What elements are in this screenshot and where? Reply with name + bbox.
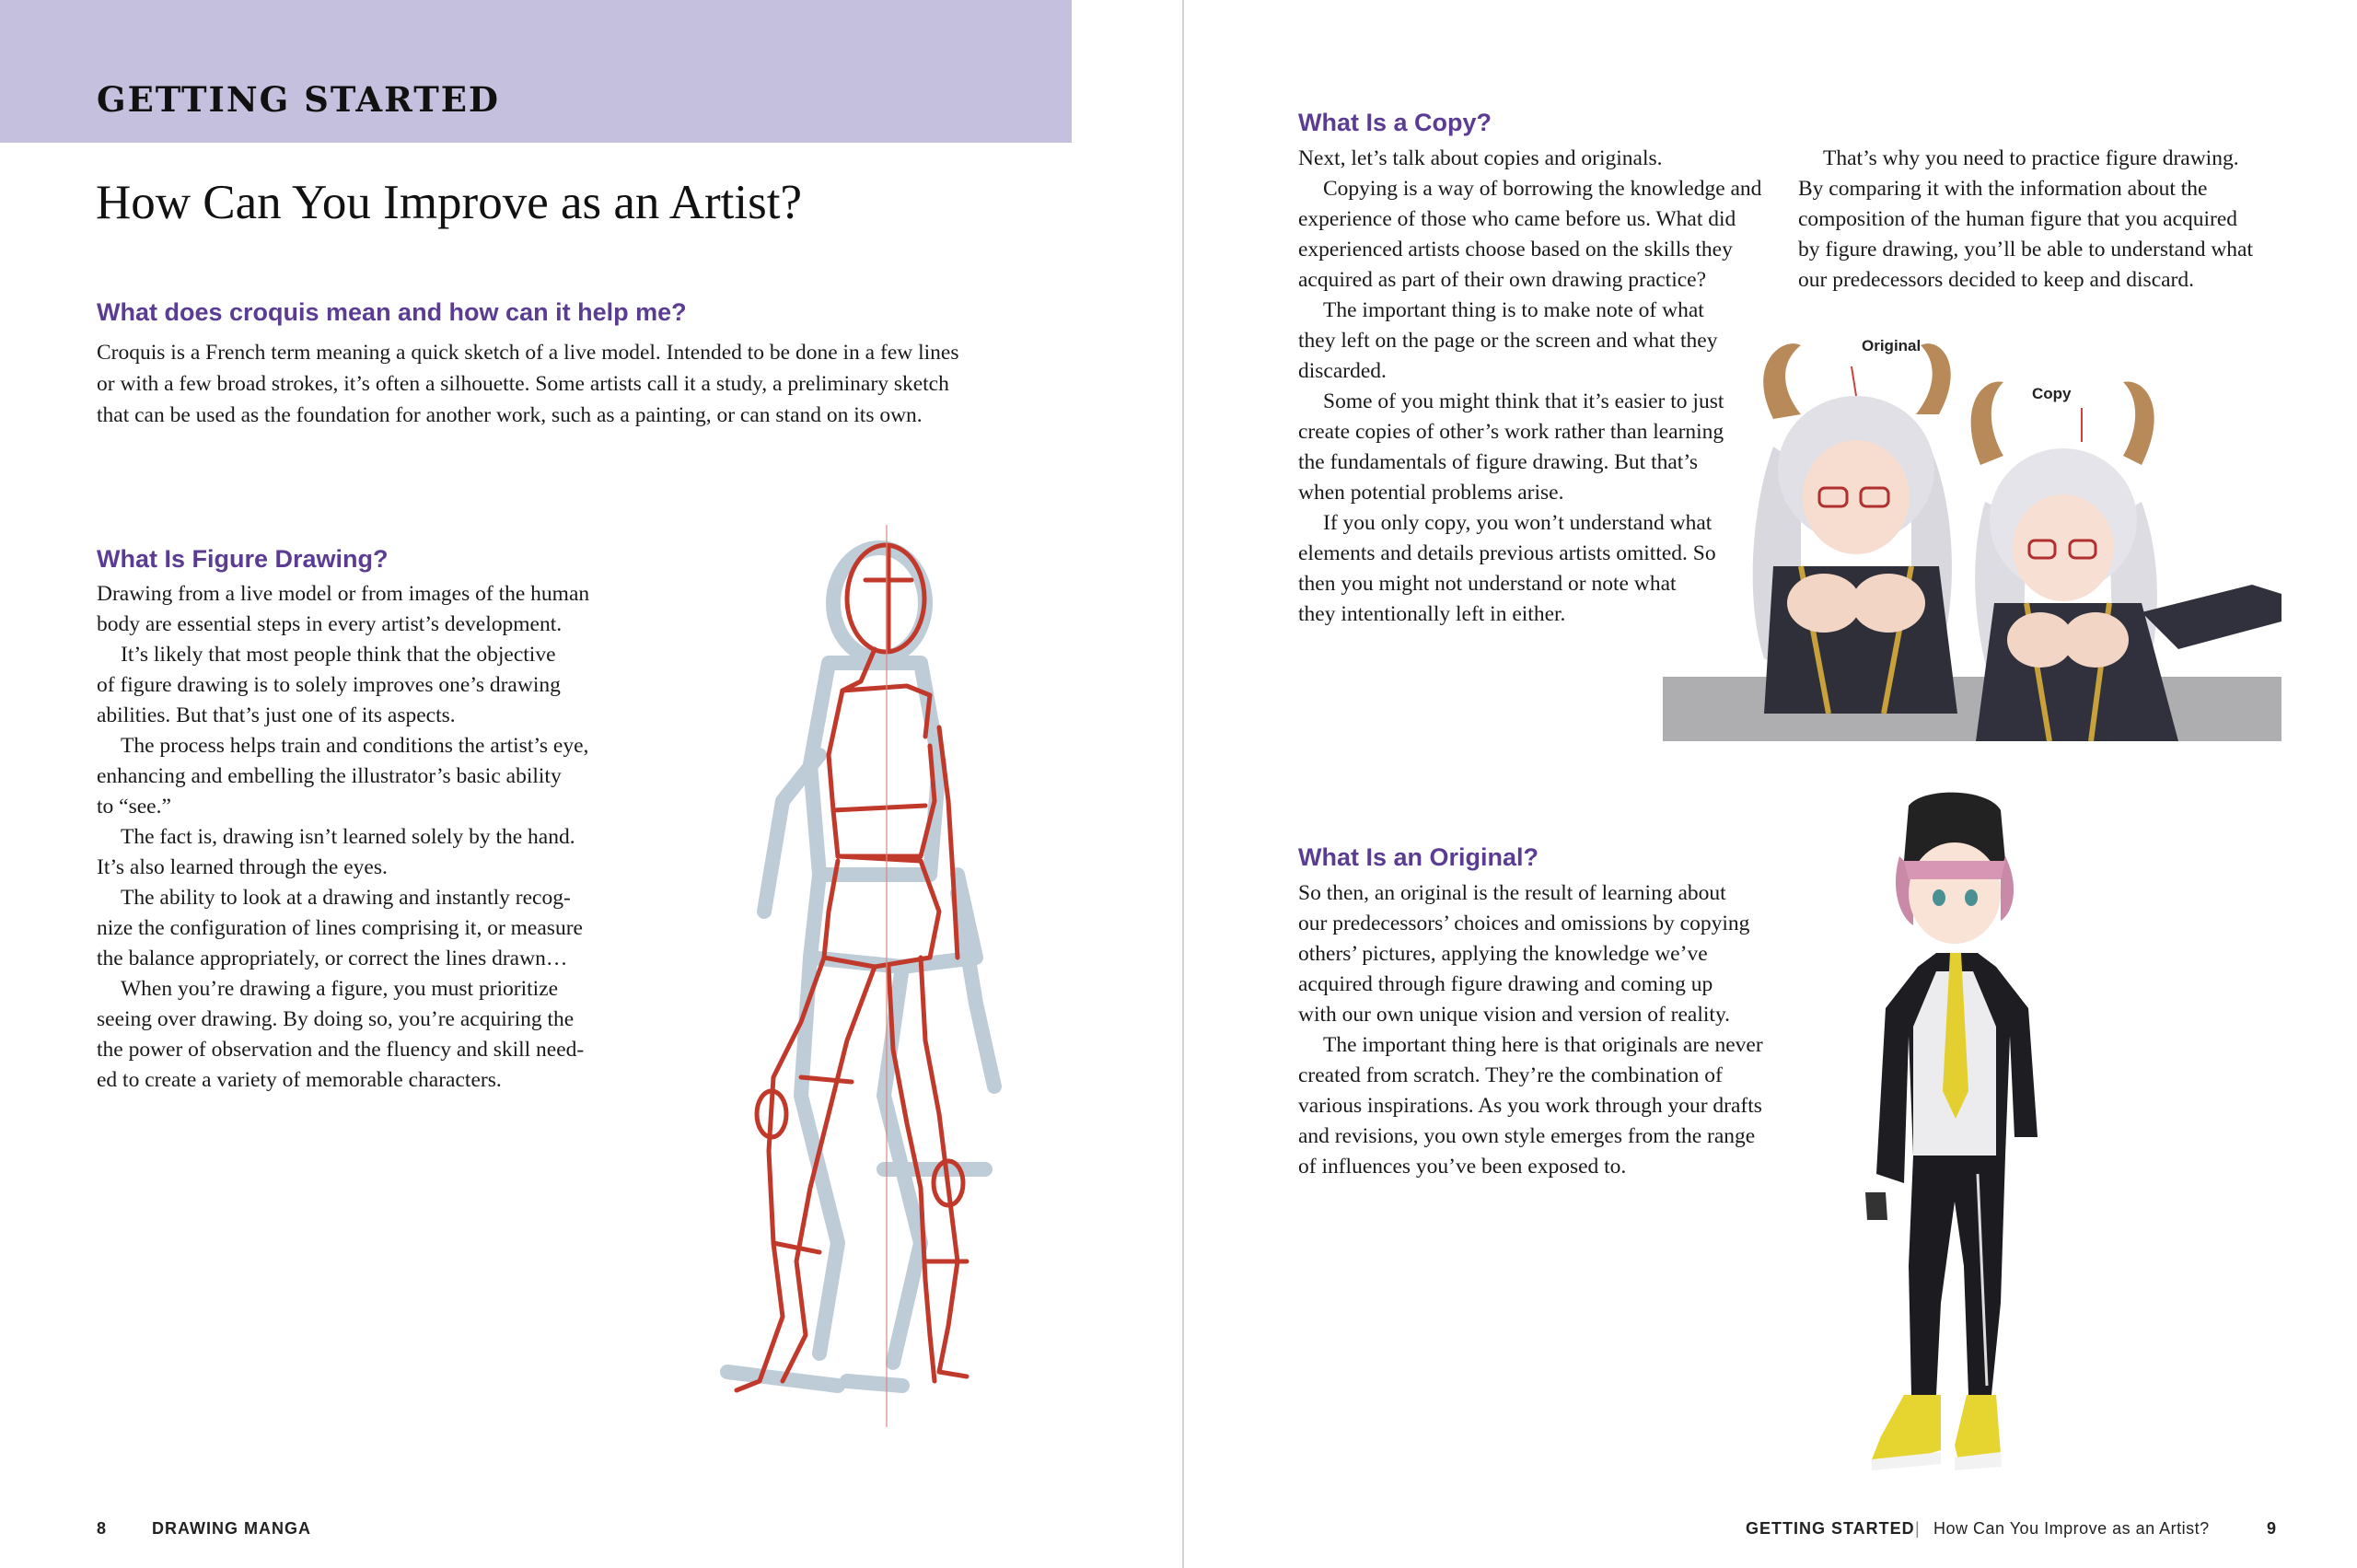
right-page: [1184, 0, 2357, 1568]
text-line: The fact is, drawing isn’t learned solely by the hand.: [121, 825, 575, 849]
text-line: of influences you’ve been exposed to.: [1298, 1155, 1627, 1179]
copy-comparison-illustration: [1663, 327, 2282, 741]
text-line: when potential problems arise.: [1298, 481, 1564, 505]
text-line: abilities. But that’s just one of its aspects.: [97, 703, 456, 727]
text-line: experienced artists choose based on the skills they: [1298, 238, 1733, 261]
text-line: of figure drawing is to solely improves one’s drawing: [97, 673, 561, 697]
page-number-right: 9: [2267, 1519, 2278, 1538]
copy-label: Copy: [2032, 385, 2072, 402]
text-line: It’s likely that most people think that the objective: [121, 643, 556, 667]
footer-separator: |: [1915, 1519, 1921, 1538]
figure-sketch-illustration: [672, 525, 1040, 1427]
original-character-illustration: [1849, 787, 2051, 1496]
text-line: others’ pictures, applying the knowledge we’ve: [1298, 942, 1708, 966]
text-line: acquired through figure drawing and coming up: [1298, 972, 1713, 996]
text-line: to “see.”: [97, 795, 171, 819]
footer-section: GETTING STARTED: [1746, 1519, 1915, 1538]
copy-heading: What Is a Copy?: [1298, 109, 1492, 136]
original-pointer: [1852, 366, 1856, 396]
text-line: It’s also learned through the eyes.: [97, 855, 388, 879]
text-line: The ability to look at a drawing and instantly recog-: [121, 886, 571, 910]
book-title-footer: DRAWING MANGA: [152, 1519, 311, 1538]
text-line: acquired as part of their own drawing practice?: [1298, 268, 1707, 292]
text-line: our predecessors decided to keep and discard.: [1798, 268, 2195, 292]
footer-chapter: How Can You Improve as an Artist?: [1933, 1519, 2210, 1538]
text-line: created from scratch. They’re the combination of: [1298, 1063, 1723, 1087]
text-line: The important thing here is that originals are never: [1323, 1033, 1763, 1057]
text-line: that can be used as the foundation for another work, such as a painting, or can stand on its own.: [97, 403, 923, 427]
text-line: seeing over drawing. By doing so, you’re acquiring the: [97, 1007, 575, 1031]
text-line: If you only copy, you won’t understand what: [1323, 511, 1713, 535]
text-line: by figure drawing, you’ll be able to understand what: [1798, 238, 2254, 261]
text-line: various inspirations. As you work through your drafts: [1298, 1094, 1762, 1118]
text-line: or with a few broad strokes, it’s often a silhouette. Some artists call it a study, a preliminary sketch: [97, 372, 949, 396]
text-line: the balance appropriately, or correct the lines drawn…: [97, 947, 568, 970]
text-line: Copying is a way of borrowing the knowledge and: [1323, 177, 1762, 201]
text-line: the power of observation and the fluency and skill need-: [97, 1038, 585, 1062]
croquis-heading: What does croquis mean and how can it help me?: [97, 298, 687, 326]
face: [1909, 842, 2001, 944]
text-line: then you might not understand or note what: [1298, 572, 1677, 596]
page-number-left: 8: [97, 1519, 108, 1538]
ground-shadow: [1663, 677, 2282, 741]
text-line: Some of you might think that it’s easier to just: [1323, 389, 1724, 413]
text-line: The process helps train and conditions the artist’s eye,: [121, 734, 589, 758]
text-line: When you’re drawing a figure, you must prioritize: [121, 977, 559, 1001]
pants: [1909, 1156, 2005, 1395]
text-line: nize the configuration of lines comprising it, or measure: [97, 916, 583, 940]
text-line: our predecessors’ choices and omissions by copying: [1298, 912, 1750, 935]
text-line: Croquis is a French term meaning a quick sketch of a live model. Intended to be done in a few lines: [97, 341, 959, 365]
text-line: the fundamentals of figure drawing. But that’s: [1298, 450, 1698, 474]
original-heading: What Is an Original?: [1298, 843, 1539, 871]
text-line: create copies of other’s work rather than learning: [1298, 420, 1724, 444]
text-line: they left on the page or the screen and what they: [1298, 329, 1718, 353]
text-line: composition of the human figure that you acquired: [1798, 207, 2238, 231]
text-line: discarded.: [1298, 359, 1387, 383]
banner-title: GETTING STARTED: [97, 79, 501, 120]
text-line: experience of those who came before us. What did: [1298, 207, 1736, 231]
text-line: So then, an original is the result of learning about: [1298, 881, 1726, 905]
figure-drawing-heading: What Is Figure Drawing?: [97, 545, 389, 573]
text-line: ed to create a variety of memorable characters.: [97, 1068, 502, 1092]
text-line: That’s why you need to practice figure drawing.: [1823, 146, 2239, 170]
original-character: [1753, 343, 1957, 714]
section-banner: [0, 0, 1072, 143]
page-title: How Can You Improve as an Artist?: [96, 176, 802, 229]
text-line: body are essential steps in every artist’s development.: [97, 612, 563, 636]
text-line: they intentionally left in either.: [1298, 602, 1566, 626]
text-line: The important thing is to make note of what: [1323, 298, 1704, 322]
text-line: By comparing it with the information about the: [1798, 177, 2208, 201]
original-label: Original: [1862, 337, 1922, 354]
text-line: with our own unique vision and version of reality.: [1298, 1003, 1731, 1027]
text-line: and revisions, you own style emerges from the range: [1298, 1124, 1756, 1148]
text-line: elements and details previous artists omitted. So: [1298, 541, 1716, 565]
text-line: enhancing and embelling the illustrator’s basic ability: [97, 764, 562, 788]
text-line: Drawing from a live model or from images of the human: [97, 582, 590, 606]
text-line: Next, let’s talk about copies and originals.: [1298, 146, 1663, 170]
